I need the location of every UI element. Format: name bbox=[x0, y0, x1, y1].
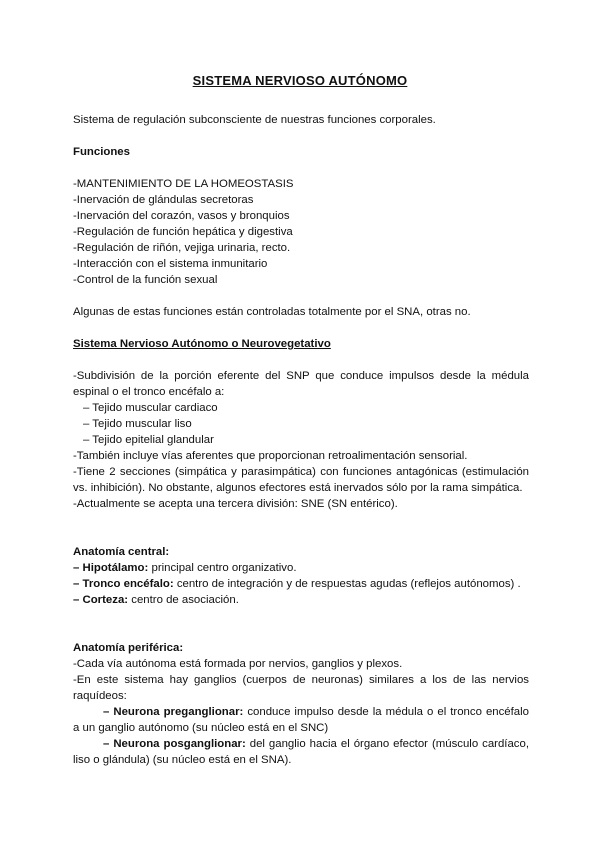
periferica-paragraph-1: -Cada vía autónoma está formada por nervios, ganglios y plexos. bbox=[73, 658, 403, 670]
list-item: – Tejido muscular liso bbox=[83, 418, 192, 430]
list-item bbox=[73, 704, 529, 736]
list-item: -Inervación del corazón, vasos y bronquios bbox=[73, 210, 290, 222]
sna-paragraph-1: -Subdivisión de la porción eferente del SNP que conduce impulsos desde la médula espinal o el tronco encéfalo a: bbox=[73, 370, 529, 398]
sna-section bbox=[73, 336, 529, 352]
sna-paragraph-3: -Tiene 2 secciones (simpática y parasimpática) con funciones antagónicas (estimulación vs. inhibición). No obstante, algunos efectores está inervados sólo por la rama simpática. bbox=[73, 466, 529, 494]
funciones-list bbox=[73, 176, 529, 288]
sna-paragraph-2: -También incluye vías aferentes que proporcionan retroalimentación sensorial. bbox=[73, 450, 468, 462]
anatomia-central-section bbox=[73, 544, 529, 608]
list-item bbox=[73, 576, 529, 592]
definition: principal centro organizativo. bbox=[148, 562, 297, 574]
intro-paragraph bbox=[73, 112, 529, 128]
sna-content bbox=[73, 368, 529, 512]
list-item: -Regulación de función hepática y digestiva bbox=[73, 226, 293, 238]
page-title: SISTEMA NERVIOSO AUTÓNOMO bbox=[192, 73, 408, 88]
term: – Hipotálamo: bbox=[73, 562, 149, 574]
list-item: -Control de la función sexual bbox=[73, 274, 218, 286]
list-item: – Tejido epitelial glandular bbox=[83, 434, 214, 446]
periferica-paragraph-2: -En este sistema hay ganglios (cuerpos de neuronas) similares a los de las nervios raquídeos: bbox=[73, 674, 529, 702]
anatomia-periferica-heading: Anatomía periférica: bbox=[73, 642, 184, 654]
list-item: -Interacción con el sistema inmunitario bbox=[73, 258, 268, 270]
definition: conduce impulso desde la médula o el tronco encéfalo a un ganglio autónomo (su núcleo está en el SNC) bbox=[73, 706, 530, 734]
definition: del ganglio hacia el órgano efector (músculo cardíaco, liso o glándula) (su núcleo está en el SNA). bbox=[73, 738, 529, 766]
note-text: Algunas de estas funciones están controladas totalmente por el SNA, otras no. bbox=[73, 306, 471, 318]
intro-text: Sistema de regulación subconsciente de nuestras funciones corporales. bbox=[73, 114, 436, 126]
term: – Neurona posganglionar: bbox=[103, 738, 246, 750]
list-item bbox=[73, 736, 529, 768]
term: – Corteza: bbox=[73, 594, 129, 606]
list-item: -MANTENIMIENTO DE LA HOMEOSTASIS bbox=[73, 178, 294, 190]
funciones-section bbox=[73, 144, 529, 160]
list-item: -Regulación de riñón, vejiga urinaria, recto. bbox=[73, 242, 291, 254]
anatomia-central-heading: Anatomía central: bbox=[73, 546, 170, 558]
list-item bbox=[73, 592, 529, 608]
anatomia-periferica-section bbox=[73, 640, 529, 768]
funciones-note bbox=[73, 304, 529, 320]
list-item bbox=[73, 560, 529, 576]
sna-paragraph-4: -Actualmente se acepta una tercera división: SNE (SN entérico). bbox=[73, 498, 398, 510]
list-item: – Tejido muscular cardiaco bbox=[83, 402, 218, 414]
funciones-heading: Funciones bbox=[73, 146, 130, 158]
term: – Neurona preganglionar: bbox=[103, 706, 244, 718]
definition: centro de asociación. bbox=[128, 594, 239, 606]
term: – Tronco encéfalo: bbox=[73, 578, 174, 590]
definition: centro de integración y de respuestas agudas (reflejos autónomos) . bbox=[173, 578, 521, 590]
sna-heading: Sistema Nervioso Autónomo o Neurovegetativo bbox=[73, 338, 331, 350]
list-item: -Inervación de glándulas secretoras bbox=[73, 194, 254, 206]
